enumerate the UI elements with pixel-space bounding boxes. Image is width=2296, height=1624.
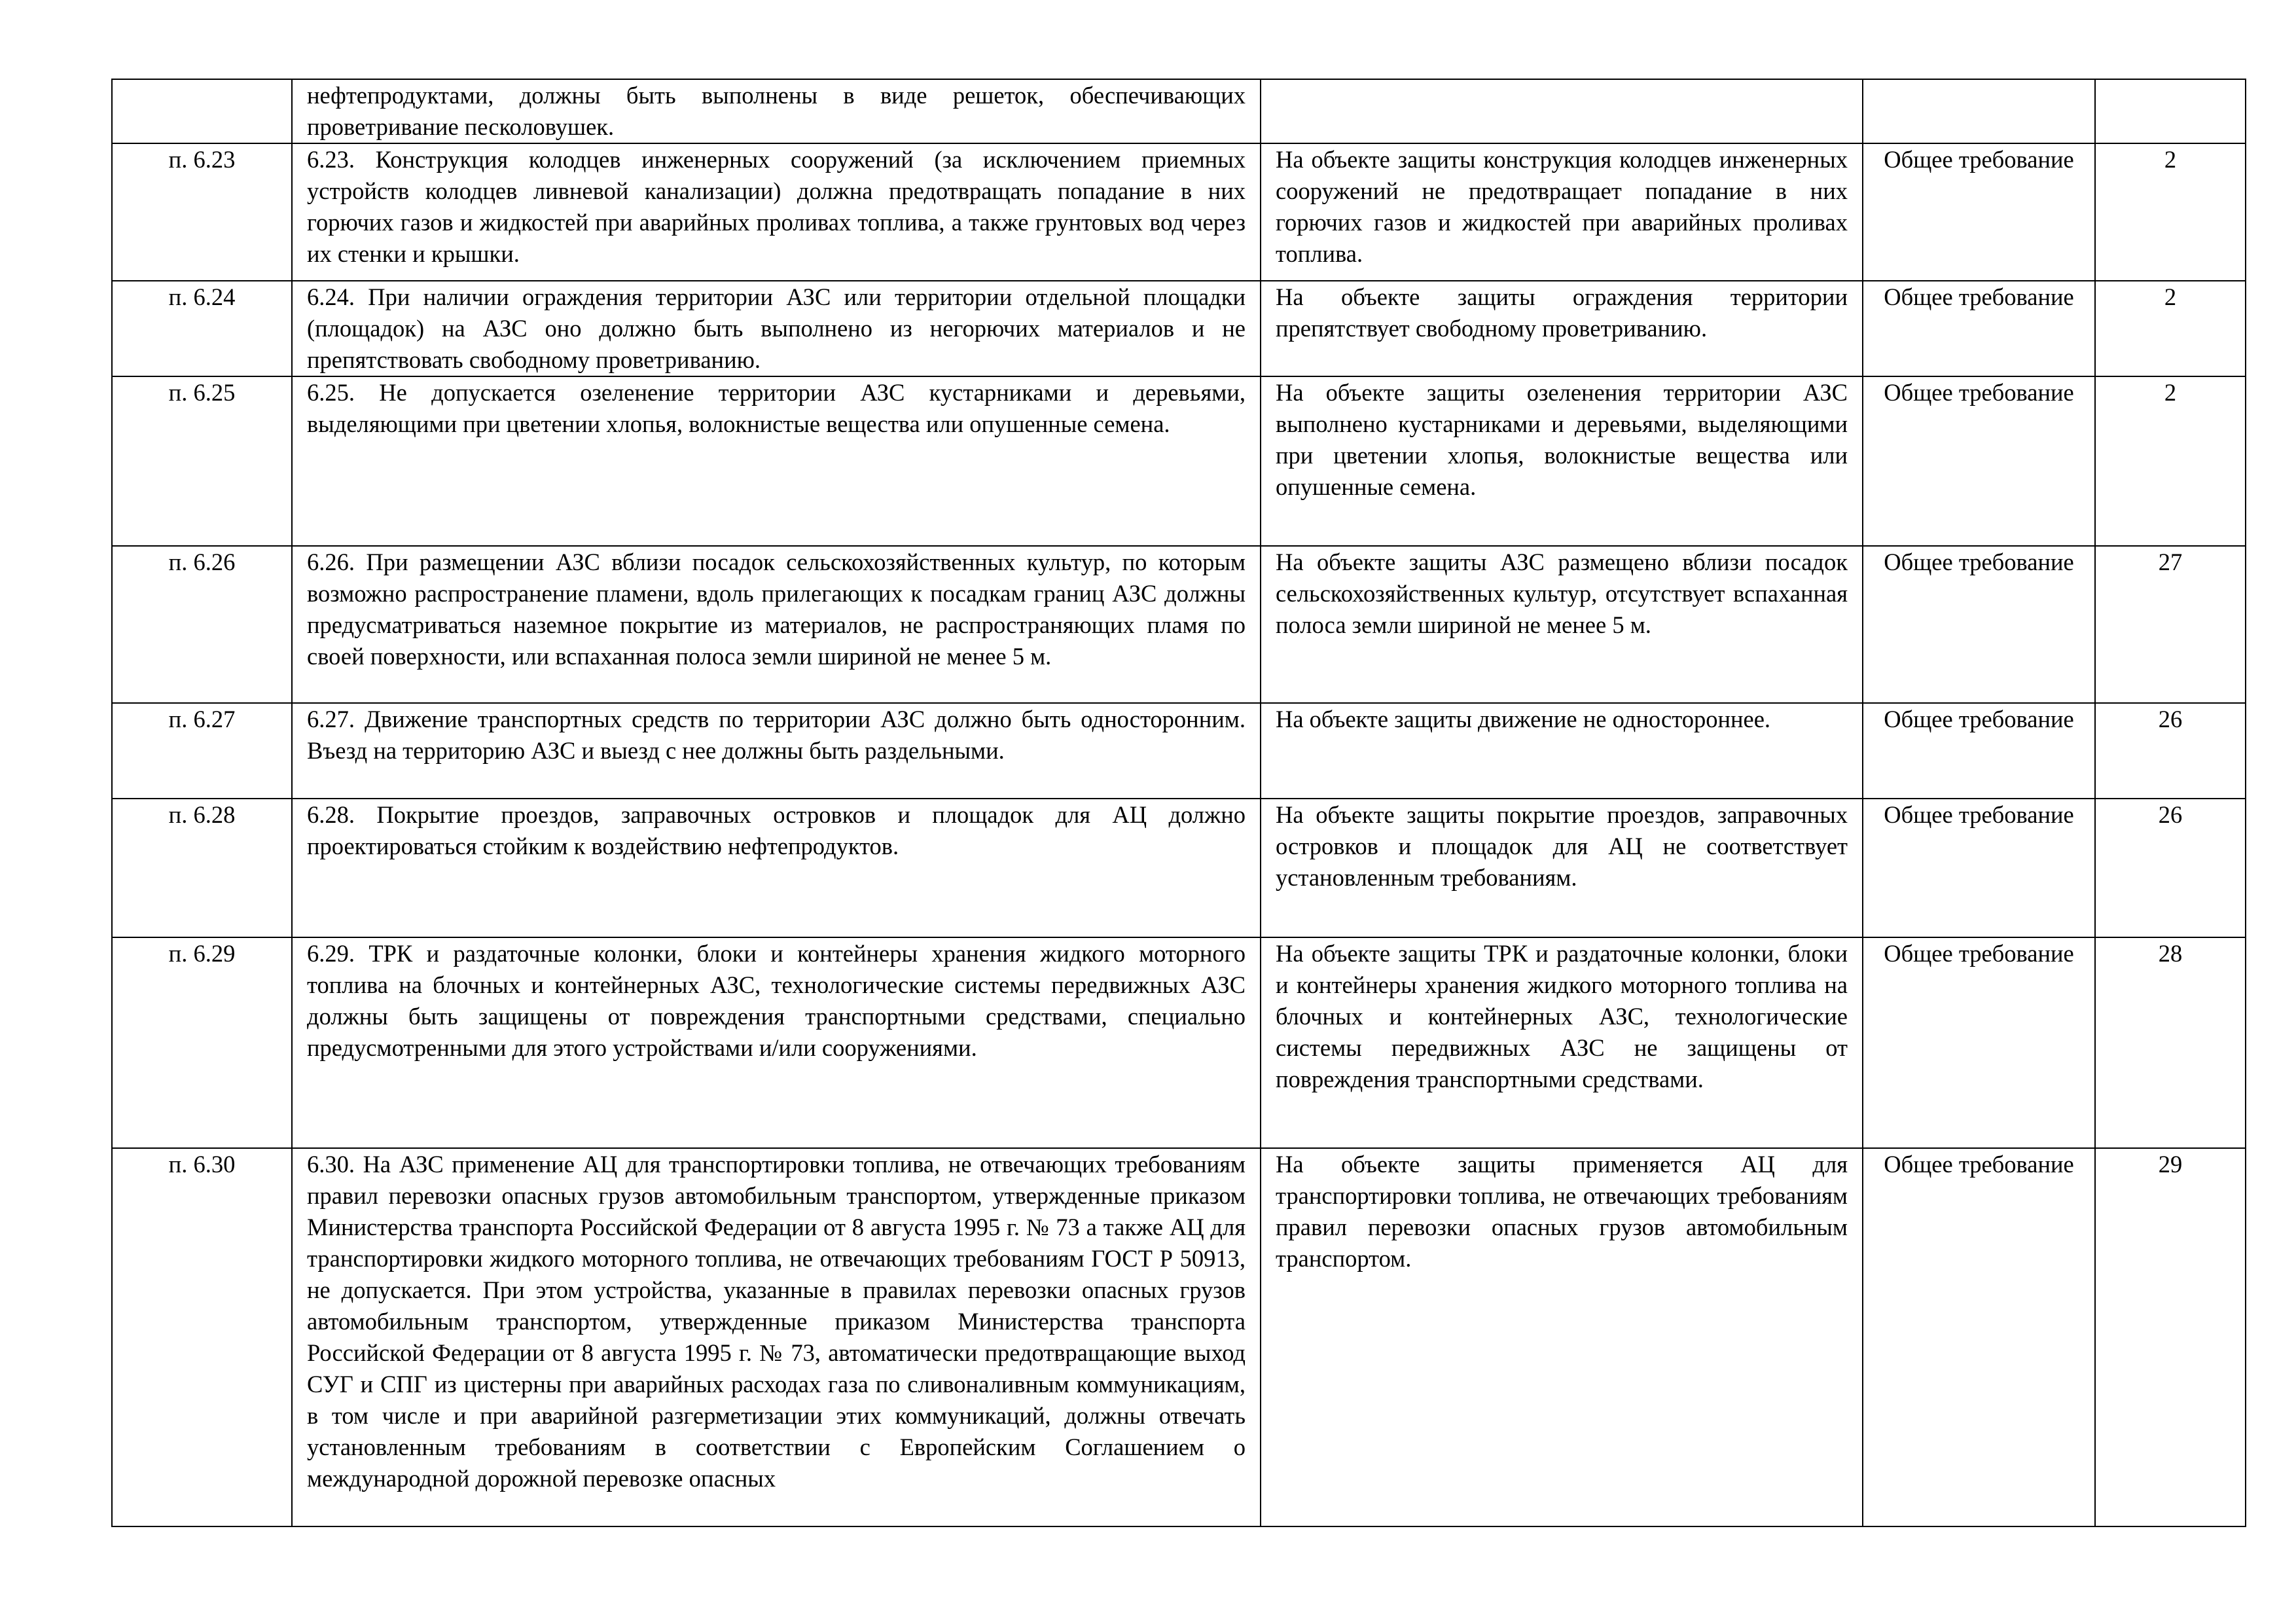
- table-row: [112, 546, 2246, 703]
- reference-number-cell: 28: [2095, 937, 2246, 1148]
- violation-cell: На объекте защиты ТРК и раздаточные колонки, блоки и контейнеры хранения жидкого моторного топлива на блочных и контейнерных АЗС, технологические системы передвижных АЗС не защищены от повреждения транспортными средствами.: [1261, 937, 1863, 1148]
- clause-cell: п. 6.23: [112, 143, 292, 281]
- reference-number-cell: 27: [2095, 546, 2246, 703]
- requirement-cell: 6.29. ТРК и раздаточные колонки, блоки и контейнеры хранения жидкого моторного топлива на блочных и контейнерных АЗС, технологические системы передвижных АЗС должны быть защищены от повреждения транспортными средствами, специально предусмотренными для этого устройствами и/или сооружениями.: [292, 937, 1261, 1148]
- violation-cell: [1261, 79, 1863, 143]
- reference-number-cell: [2095, 79, 2246, 143]
- requirement-type-cell: Общее требование: [1863, 799, 2095, 937]
- requirement-type-cell: Общее требование: [1863, 546, 2095, 703]
- requirement-type-cell: Общее требование: [1863, 937, 2095, 1148]
- violations-table: [111, 79, 2246, 1527]
- table-row: [112, 376, 2246, 546]
- table-row: [112, 937, 2246, 1148]
- table-row: [112, 79, 2246, 143]
- clause-cell: п. 6.30: [112, 1148, 292, 1526]
- violation-cell: На объекте защиты движение не одностороннее.: [1261, 703, 1863, 799]
- table-row: [112, 281, 2246, 376]
- clause-cell: [112, 79, 292, 143]
- requirement-type-cell: Общее требование: [1863, 376, 2095, 546]
- clause-cell: п. 6.24: [112, 281, 292, 376]
- reference-number-cell: 29: [2095, 1148, 2246, 1526]
- requirement-type-cell: Общее требование: [1863, 143, 2095, 281]
- violation-cell: На объекте защиты покрытие проездов, заправочных островков и площадок для АЦ не соответствует установленным требованиям.: [1261, 799, 1863, 937]
- requirement-cell: 6.26. При размещении АЗС вблизи посадок сельскохозяйственных культур, по которым возможно распространение пламени, вдоль прилегающих к посадкам границ АЗС должны предусматриваться наземное покрытие из материалов, не распространяющих пламя по своей поверхности, или вспаханная полоса земли шириной не менее 5 м.: [292, 546, 1261, 703]
- requirement-cell: 6.25. Не допускается озеленение территории АЗС кустарниками и деревьями, выделяющими при цветении хлопья, волокнистые вещества или опушенные семена.: [292, 376, 1261, 546]
- clause-cell: п. 6.29: [112, 937, 292, 1148]
- requirement-cell: нефтепродуктами, должны быть выполнены в виде решеток, обеспечивающих проветривание песколовушек.: [292, 79, 1261, 143]
- violation-cell: На объекте защиты озеленения территории АЗС выполнено кустарниками и деревьями, выделяющими при цветении хлопья, волокнистые вещества или опушенные семена.: [1261, 376, 1863, 546]
- table-row: [112, 1148, 2246, 1526]
- requirement-cell: 6.23. Конструкция колодцев инженерных сооружений (за исключением приемных устройств колодцев ливневой канализации) должна предотвращать попадание в них горючих газов и жидкостей при аварийных проливах топлива, а также грунтовых вод через их стенки и крышки.: [292, 143, 1261, 281]
- clause-cell: п. 6.26: [112, 546, 292, 703]
- table-row: [112, 143, 2246, 281]
- requirement-type-cell: Общее требование: [1863, 703, 2095, 799]
- violation-cell: На объекте защиты конструкция колодцев инженерных сооружений не предотвращает попадание в них горючих газов и жидкостей при аварийных проливах топлива.: [1261, 143, 1863, 281]
- table-row: [112, 703, 2246, 799]
- requirement-cell: 6.30. На АЗС применение АЦ для транспортировки топлива, не отвечающих требованиям правил перевозки опасных грузов автомобильным транспортом, утвержденные приказом Министерства транспорта Российской Федерации от 8 августа 1995 г. № 73 а также АЦ для транспортировки жидкого моторного топлива, не отвечающих требованиям ГОСТ Р 50913, не допускается. При этом устройства, указанные в правилах перевозки опасных грузов автомобильным транспортом, утвержденные приказом Министерства транспорта Российской Федерации от 8 августа 1995 г. № 73, автоматически предотвращающие выход СУГ и СПГ из цистерны при аварийных расходах газа по сливоналивным коммуникациям, в том числе и при аварийной разгерметизации этих коммуникаций, должны отвечать установленным требованиям в соответствии с Европейским Соглашением о международной дорожной перевозке опасных: [292, 1148, 1261, 1526]
- reference-number-cell: 2: [2095, 281, 2246, 376]
- requirement-type-cell: Общее требование: [1863, 1148, 2095, 1526]
- violation-cell: На объекте защиты применяется АЦ для транспортировки топлива, не отвечающих требованиям правил перевозки опасных грузов автомобильным транспортом.: [1261, 1148, 1863, 1526]
- requirement-cell: 6.28. Покрытие проездов, заправочных островков и площадок для АЦ должно проектироваться стойким к воздействию нефтепродуктов.: [292, 799, 1261, 937]
- clause-cell: п. 6.28: [112, 799, 292, 937]
- reference-number-cell: 2: [2095, 143, 2246, 281]
- clause-cell: п. 6.27: [112, 703, 292, 799]
- requirement-cell: 6.27. Движение транспортных средств по территории АЗС должно быть односторонним. Въезд на территорию АЗС и выезд с нее должны быть раздельными.: [292, 703, 1261, 799]
- requirement-cell: 6.24. При наличии ограждения территории АЗС или территории отдельной площадки (площадок) на АЗС оно должно быть выполнено из негорючих материалов и не препятствовать свободному проветриванию.: [292, 281, 1261, 376]
- violation-cell: На объекте защиты АЗС размещено вблизи посадок сельскохозяйственных культур, отсутствует вспаханная полоса земли шириной не менее 5 м.: [1261, 546, 1863, 703]
- requirement-type-cell: [1863, 79, 2095, 143]
- reference-number-cell: 2: [2095, 376, 2246, 546]
- requirement-type-cell: Общее требование: [1863, 281, 2095, 376]
- reference-number-cell: 26: [2095, 799, 2246, 937]
- clause-cell: п. 6.25: [112, 376, 292, 546]
- table-row: [112, 799, 2246, 937]
- document-page: [111, 79, 2245, 1545]
- reference-number-cell: 26: [2095, 703, 2246, 799]
- violation-cell: На объекте защиты ограждения территории препятствует свободному проветриванию.: [1261, 281, 1863, 376]
